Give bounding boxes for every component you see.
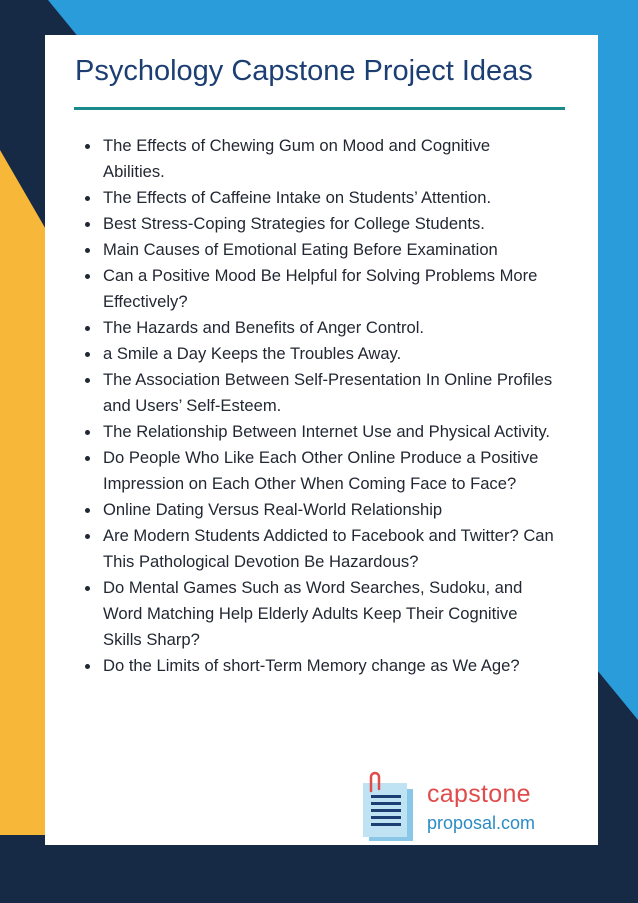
list-item: Are Modern Students Addicted to Facebook and Twitter? Can This Pathological Devotion Be Hazardous? (85, 523, 555, 575)
list-item: Best Stress-Coping Strategies for College Students. (85, 211, 555, 237)
list-item: Do the Limits of short-Term Memory change as We Age? (85, 653, 555, 679)
title-underline (74, 107, 565, 110)
list-item: The Effects of Chewing Gum on Mood and Cognitive Abilities. (85, 133, 555, 185)
list-item: The Hazards and Benefits of Anger Control. (85, 315, 555, 341)
list-item: The Relationship Between Internet Use and Physical Activity. (85, 419, 555, 445)
list-item: The Effects of Caffeine Intake on Students’ Attention. (85, 185, 555, 211)
list-item: Main Causes of Emotional Eating Before Examination (85, 237, 555, 263)
topic-list (85, 133, 555, 679)
list-item: The Association Between Self-Presentation In Online Profiles and Users’ Self-Esteem. (85, 367, 555, 419)
list-item: a Smile a Day Keeps the Troubles Away. (85, 341, 555, 367)
brand-logo[interactable] (363, 771, 573, 841)
list-item: Do People Who Like Each Other Online Produce a Positive Impression on Each Other When Coming Face to Face? (85, 445, 555, 497)
logo-wordmark-secondary: proposal.com (427, 813, 536, 833)
list-item: Online Dating Versus Real-World Relationship (85, 497, 555, 523)
content-card (45, 35, 598, 845)
list-item: Can a Positive Mood Be Helpful for Solving Problems More Effectively? (85, 263, 555, 315)
document-paperclip-icon (363, 771, 421, 843)
page-title: Psychology Capstone Project Ideas (75, 55, 533, 87)
list-item: Do Mental Games Such as Word Searches, Sudoku, and Word Matching Help Elderly Adults Keep Their Cognitive Skills Sharp? (85, 575, 555, 653)
logo-wordmark-primary: capstone (427, 780, 531, 808)
